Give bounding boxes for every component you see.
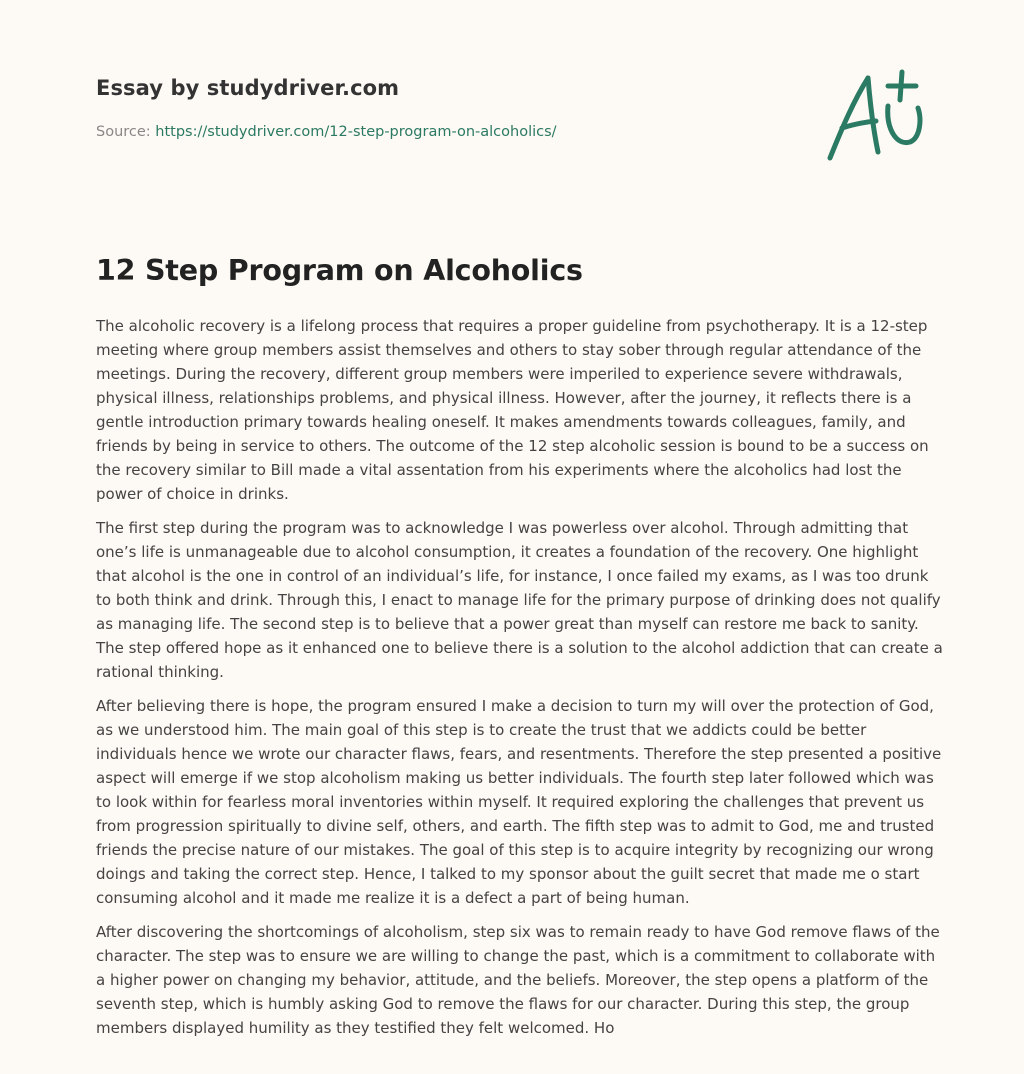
paragraph: The first step during the program was to acknowledge I was powerless over alcohol. Through admitting that one’s life is unmanageable due to alcohol consumption, it creates a foundation of the recovery. One highlight that alcohol is the one in control of an individual’s life, for instance, I once failed my exams, as I was too drunk to both think and drink. Through this, I enact to manage life for the primary purpose of drinking does not qualify as managing life. The second step is to believe that a power great than myself can restore me back to sanity. The step offered hope as it enhanced one to believe there is a solution to the alcohol addiction that can create a rational thinking. xyxy=(96,519,943,681)
essay-body xyxy=(96,314,944,1050)
brand-title: Essay by studydriver.com xyxy=(96,76,400,100)
paragraph: After believing there is hope, the program ensured I make a decision to turn my will over the protection of God, as we understood him. The main goal of this step is to create the trust that we addicts could be better individuals hence we wrote our character flaws, fears, and resentments. Therefore the step presented a positive aspect will emerge if we stop alcoholism making us better individuals. The fourth step later followed which was to look within for fearless moral inventories within myself. It required exploring the challenges that prevent us from progression spiritually to divine self, others, and earth. The fifth step was to admit to God, me and trusted friends the precise nature of our mistakes. The goal of this step is to acquire integrity by recognizing our wrong doings and taking the correct step. Hence, I talked to my sponsor about the guilt secret that made me o start consuming alcohol and it made me realize it is a defect a part of being human. xyxy=(96,697,942,907)
paragraph: After discovering the shortcomings of alcoholism, step six was to remain ready to have God remove flaws of the character. The step was to ensure we are willing to change the past, which is a commitment to collaborate with a higher power on changing my behavior, attitude, and the beliefs. Moreover, the step opens a platform of the seventh step, which is humbly asking God to remove the flaws for our character. During this step, the group members displayed humility as they testified they felt welcomed. Ho xyxy=(96,923,940,1037)
a-plus-logo-icon xyxy=(820,66,930,166)
paragraph: The alcoholic recovery is a lifelong process that requires a proper guideline from psychotherapy. It is a 12-step meeting where group members assist themselves and others to stay sober through regular attendance of the meetings. During the recovery, different group members were imperiled to experience severe withdrawals, physical illness, relationships problems, and physical illness. However, after the journey, it reflects there is a gentle introduction primary towards healing oneself. It makes amendments towards colleagues, family, and friends by being in service to others. The outcome of the 12 step alcoholic session is bound to be a success on the recovery similar to Bill made a vital assentation from his experiments where the alcoholics had lost the power of choice in drinks. xyxy=(96,317,929,503)
source-label: Source: xyxy=(96,124,156,140)
source-link[interactable]: https://studydriver.com/12-step-program-on-alcoholics/ xyxy=(155,124,557,140)
document-title: 12 Step Program on Alcoholics xyxy=(96,254,583,287)
source-line xyxy=(96,124,557,140)
